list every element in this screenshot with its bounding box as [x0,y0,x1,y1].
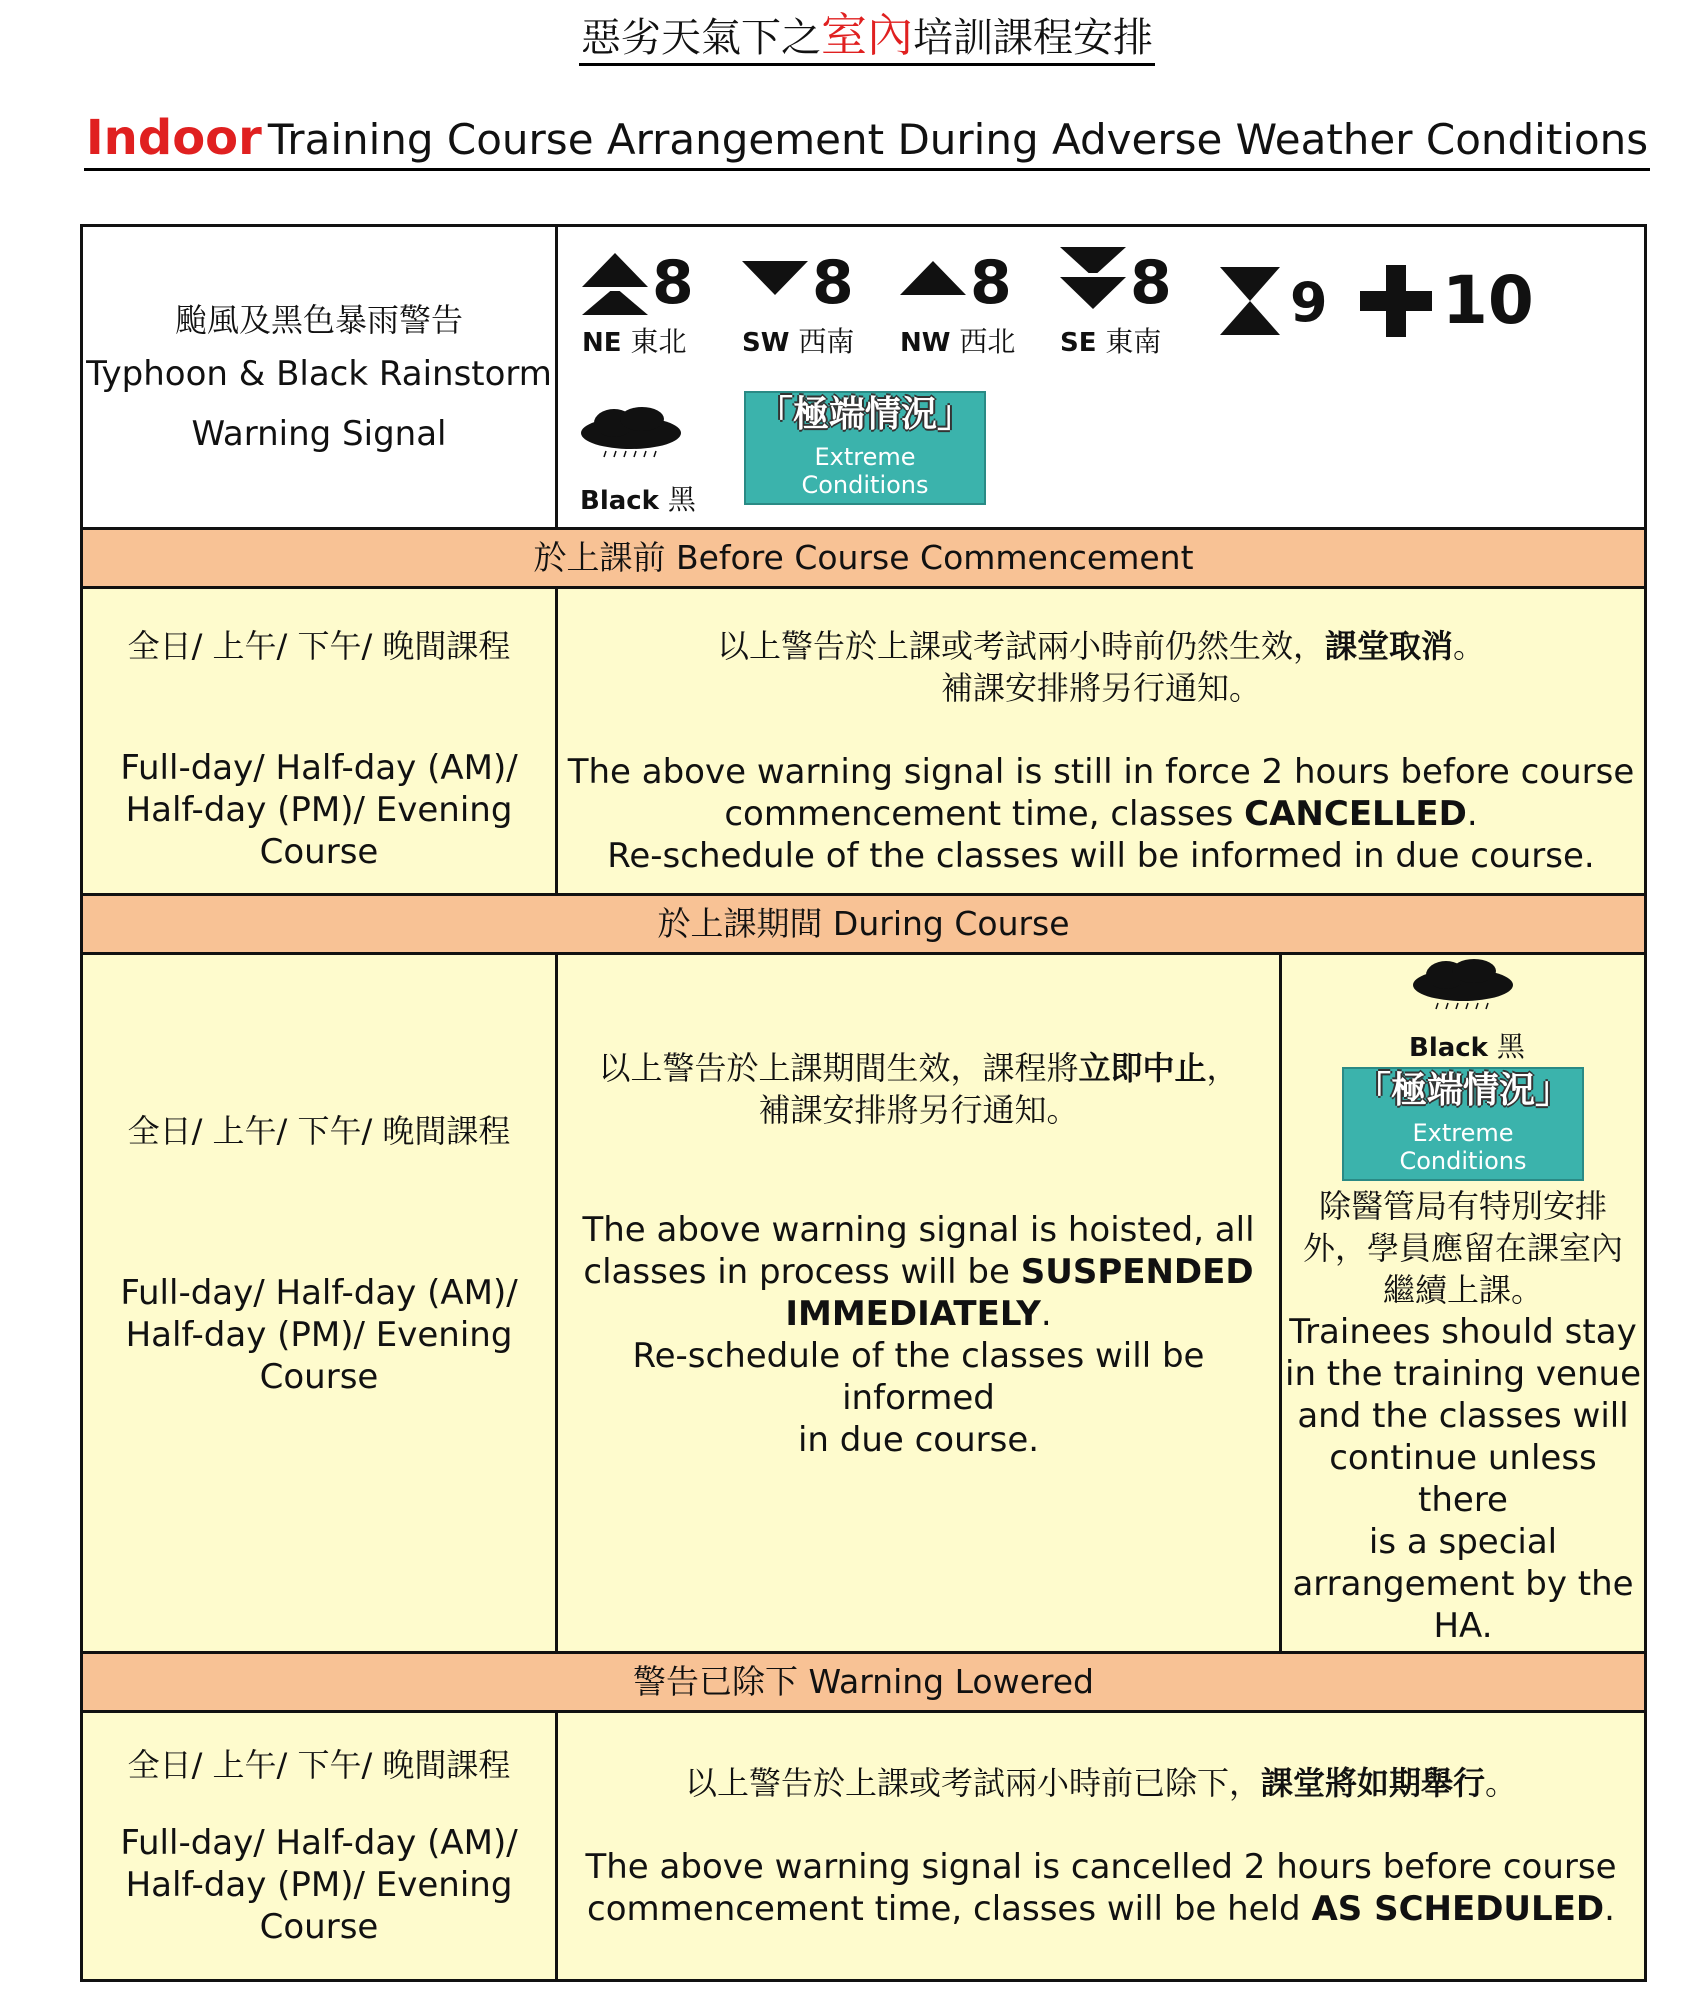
signal-8-nw [898,245,1028,358]
before-en-2a: commencement time, classes [724,794,1245,834]
dir-en: SW [742,328,790,358]
signal-number: 8 [812,248,854,318]
black-label-zh: 黑 [667,483,696,516]
black-rainstorm-signal [576,407,696,517]
title-zh-part2: 培訓課程安排 [913,15,1153,61]
before-en-2b: CANCELLED [1244,794,1467,834]
during-zh-1b: 立即中止 [1078,1049,1207,1087]
before-en-1: The above warning signal is still in force 2 hours before course [567,752,1635,792]
special-en-4: continue unless there [1329,1438,1597,1520]
before-course-en-3: Course [259,832,379,872]
during-row [83,955,1644,1653]
lowered-zh-1b: 課堂將如期舉行 [1260,1764,1485,1802]
lowered-arrangement-cell [558,1713,1644,1979]
lowered-en-1: The above warning signal is cancelled 2 hours before course [585,1847,1617,1887]
signals-header-cell [83,227,558,527]
before-en-3: Re-schedule of the classes will be informed in due course. [607,836,1595,876]
before-en-2c: . [1466,794,1478,834]
rain-cloud-icon [576,407,686,463]
lowered-en-2a: commencement time, classes will be held [587,1889,1312,1929]
black-label-en: Black [580,486,659,516]
triangle-down-icon [1058,245,1128,315]
extreme-label-en-1: Extreme [1412,1119,1514,1147]
lowered-zh-1c: 。 [1485,1764,1518,1802]
during-zh-1c: ， [1206,1049,1239,1087]
during-en-2a: classes in process will be [583,1252,1021,1292]
signals-icons-cell [558,227,1644,527]
special-zh-3: 繼續上課。 [1382,1271,1543,1309]
title-english [0,108,1700,172]
signal-8-ne [580,245,700,358]
section-header-lowered: 警告已除下 Warning Lowered [83,1651,1644,1713]
before-arrangement-cell [558,589,1644,895]
arrangement-table [80,224,1647,1982]
during-course-en-1: Full-day/ Half-day (AM)/ [120,1273,518,1313]
extreme-label-en-2: Conditions [801,471,929,499]
special-en-6: arrangement by the [1292,1564,1634,1604]
extreme-conditions-badge [744,391,986,505]
during-en-2b: SUSPENDED [1020,1252,1254,1292]
signal-9 [1218,265,1338,355]
extreme-label-zh: 「極端情況」 [1354,1070,1571,1111]
title-zh-highlight: 室內 [821,8,913,62]
signal-number: 10 [1442,262,1534,339]
lowered-course-en-3: Course [259,1907,379,1947]
signal-8-se [1058,245,1188,358]
special-en-2: in the training venue [1285,1354,1641,1394]
dir-en: NE [582,328,622,358]
black-label-zh: 黑 [1496,1030,1525,1063]
before-zh-1c: 。 [1453,627,1486,665]
during-course-cell [83,955,558,1653]
during-course-zh: 全日/ 上午/ 下午/ 晚間課程 [127,1112,511,1150]
signals-header-en-1: Typhoon & Black Rainstorm [86,354,552,394]
dir-en: NW [900,328,951,358]
special-en-1: Trainees should stay [1289,1312,1637,1352]
before-course-cell [83,589,558,895]
lowered-course-zh: 全日/ 上午/ 下午/ 晚間課程 [127,1746,511,1784]
before-row [83,589,1644,895]
dir-zh: 東南 [1105,325,1162,358]
signal-10 [1358,262,1534,353]
signal-8-sw [740,245,860,358]
special-en-5: is a special [1368,1522,1558,1562]
lowered-en-2b: AS SCHEDULED [1311,1889,1605,1929]
special-zh-2: 外，學員應留在課室內 [1302,1229,1623,1267]
during-en-3: IMMEDIATELY [785,1294,1041,1334]
lowered-course-en-1: Full-day/ Half-day (AM)/ [120,1823,518,1863]
title-chinese [0,10,1700,66]
before-zh-1b: 課堂取消 [1324,627,1453,665]
during-en-5: in due course. [797,1420,1040,1460]
before-course-en-2: Half-day (PM)/ Evening [125,790,513,830]
signals-header-zh: 颱風及黑色暴雨警告 [174,301,463,339]
during-special-cell [1282,955,1644,1653]
black-label-en: Black [1409,1033,1488,1063]
black-rainstorm-signal [1403,959,1523,1067]
signals-header-en-2: Warning Signal [191,414,447,454]
title-zh-part1: 惡劣天氣下之 [581,15,821,61]
extreme-label-zh: 「極端情況」 [756,394,973,435]
special-en-7: HA. [1433,1606,1493,1646]
lowered-course-en-2: Half-day (PM)/ Evening [125,1865,513,1905]
lowered-course-cell [83,1713,558,1979]
triangle-up-icon [580,251,650,321]
during-arrangement-cell [558,955,1282,1653]
section-header-during: 於上課期間 During Course [83,893,1644,955]
section-header-before: 於上課前 Before Course Commencement [83,527,1644,589]
during-en-3c: . [1040,1294,1052,1334]
triangle-down-icon [740,255,810,325]
before-zh-2: 補課安排將另行通知。 [940,669,1261,707]
signal-number: 8 [1130,248,1172,318]
during-zh-2: 補課安排將另行通知。 [758,1091,1079,1129]
lowered-row [83,1713,1644,1979]
hourglass-icon [1218,265,1282,337]
extreme-conditions-badge [1342,1067,1584,1181]
dir-zh: 東北 [630,325,687,358]
during-course-en-3: Course [259,1357,379,1397]
lowered-zh-1a: 以上警告於上課或考試兩小時前已除下， [684,1764,1261,1802]
during-en-4: Re-schedule of the classes will be informed [632,1336,1205,1418]
lowered-en-2c: . [1604,1889,1615,1929]
cross-icon [1358,263,1434,339]
title-en-highlight: Indoor [85,110,262,166]
special-zh-1: 除醫管局有特別安排 [1318,1187,1607,1225]
dir-zh: 西北 [959,325,1016,358]
special-en-3: and the classes will [1297,1396,1629,1436]
dir-en: SE [1060,328,1097,358]
signal-number: 8 [970,248,1012,318]
rain-cloud-icon [1408,959,1518,1015]
before-course-en-1: Full-day/ Half-day (AM)/ [120,748,518,788]
during-en-1: The above warning signal is hoisted, all [582,1210,1255,1250]
signal-number: 8 [652,248,694,318]
before-course-zh: 全日/ 上午/ 下午/ 晚間課程 [127,627,511,665]
extreme-label-en-2: Conditions [1399,1147,1527,1175]
during-course-en-2: Half-day (PM)/ Evening [125,1315,513,1355]
title-en-rest: Training Course Arrangement During Adverse Weather Conditions [267,115,1649,164]
dir-zh: 西南 [798,325,855,358]
signal-number: 9 [1290,271,1328,334]
signals-row [83,227,1644,527]
extreme-label-en-1: Extreme [814,443,916,471]
triangle-up-icon [898,255,968,325]
during-zh-1a: 以上警告於上課期間生效，課程將 [598,1049,1079,1087]
before-zh-1a: 以上警告於上課或考試兩小時前仍然生效， [716,627,1325,665]
